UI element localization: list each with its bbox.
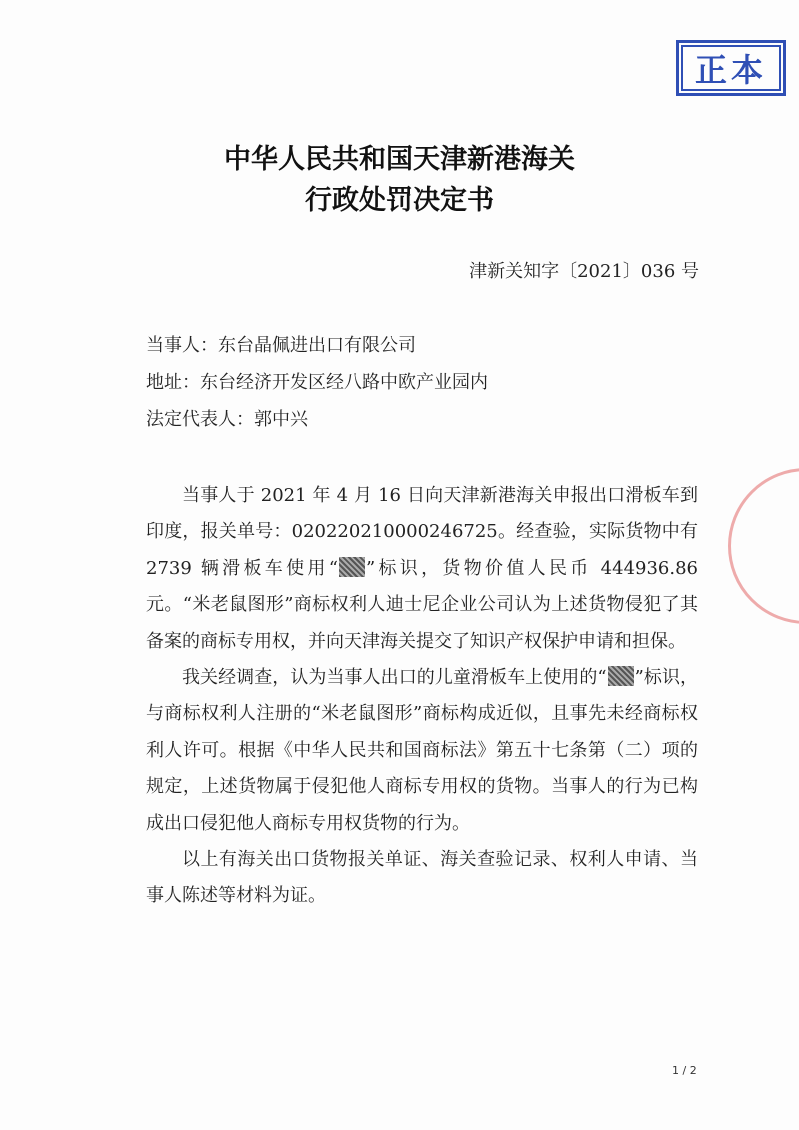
- party-address: 地址：东台经济开发区经八路中欧产业园内: [146, 372, 488, 393]
- paragraph-facts-a: 当事人于 2021 年 4 月 16 日向天津新港海关申报出口滑板车到印度，报关单号：020220210000246725。经查验，实际货物中有 2739 辆滑板车使用“: [146, 485, 698, 579]
- paragraph-evidence: 以上有海关出口货物报关单证、海关查验记录、权利人申请、当事人陈述等材料为证。: [146, 849, 698, 907]
- paragraph-investigation-b: ”标识，与商标权利人注册的“米老鼠图形”商标构成近似，且事先未经商标权利人许可。根据《中华人民共和国商标法》第五十七条第（二）项的规定，上述货物属于侵犯他人商标专用权的货物。当事人的行为已构成出口侵犯他人商标专用权货物的行为。: [146, 667, 699, 834]
- document-title-line2: 行政处罚决定书: [305, 185, 494, 216]
- trademark-image-icon: [608, 666, 634, 686]
- party-name: 当事人：东台晶佩进出口有限公司: [146, 335, 416, 356]
- document-title-line1: 中华人民共和国天津新港海关: [224, 144, 575, 175]
- document-body: [146, 478, 698, 915]
- document-number: 津新关知字〔2021〕036 号: [469, 261, 699, 282]
- paragraph-investigation-a: 我关经调查，认为当事人出口的儿童滑板车上使用的“: [182, 667, 607, 689]
- paragraph-facts: [146, 478, 698, 660]
- stamp-text: 正本: [681, 45, 781, 91]
- party-representative: 法定代表人：郭中兴: [146, 409, 308, 430]
- red-seal-partial: [728, 468, 799, 624]
- page-number: 1 / 2: [672, 1064, 697, 1077]
- original-copy-stamp: [676, 40, 786, 96]
- paragraph-facts-b: ”标识，货物价值人民币 444936.86 元。“米老鼠图形”商标权利人迪士尼企业公司认为上述货物侵犯了其备案的商标专用权，并向天津海关提交了知识产权保护申请和担保。: [146, 557, 699, 652]
- paragraph-investigation: [146, 660, 698, 842]
- trademark-image-icon: [339, 557, 365, 577]
